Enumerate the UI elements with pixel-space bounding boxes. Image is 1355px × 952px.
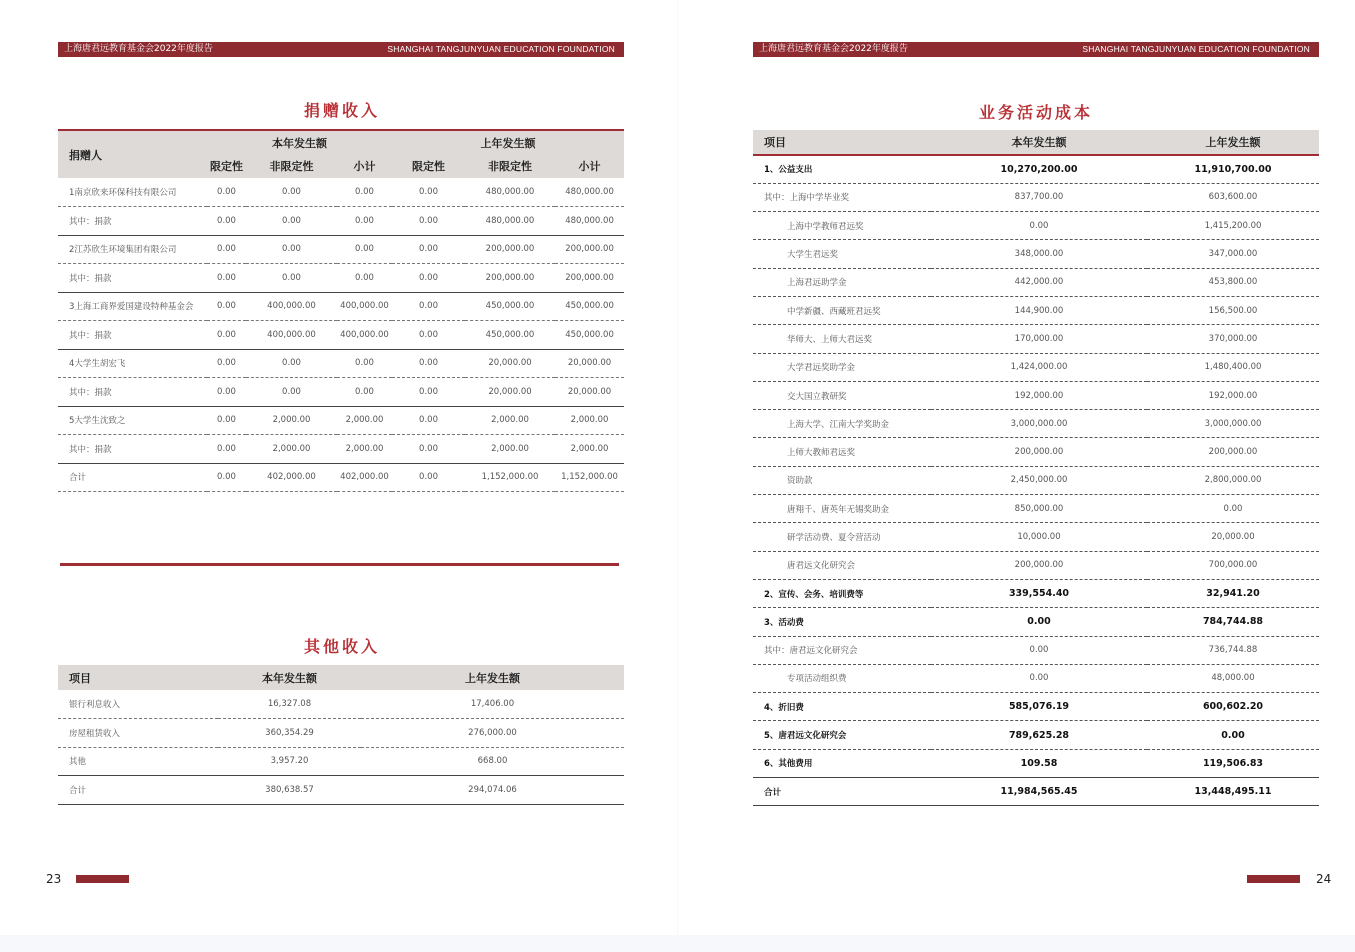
cost-table [753, 130, 1319, 806]
item-name: 其中：唐君远文化研究会 [753, 636, 931, 664]
amount-cell: 400,000.00 [246, 292, 337, 321]
other-income-table-body [58, 690, 624, 804]
left-header-bar [58, 42, 624, 57]
amount-cell: 0.00 [392, 349, 465, 378]
current-amount: 339,554.40 [931, 579, 1147, 607]
amount-cell: 480,000.00 [465, 207, 555, 236]
page-mark-left [76, 875, 129, 883]
current-amount: 0.00 [931, 608, 1147, 636]
amount-cell: 200,000.00 [465, 235, 555, 264]
amount-cell: 480,000.00 [555, 207, 624, 236]
current-amount: 170,000.00 [931, 325, 1147, 353]
table-row [753, 693, 1319, 721]
table-row [753, 183, 1319, 211]
amount-cell: 0.00 [392, 463, 465, 492]
amount-cell: 400,000.00 [337, 292, 392, 321]
previous-amount: 784,744.88 [1147, 608, 1319, 636]
current-amount: 1,424,000.00 [931, 353, 1147, 381]
amount-cell: 480,000.00 [465, 178, 555, 207]
table-row [58, 463, 624, 492]
item-name: 专项活动组织费 [753, 664, 931, 692]
previous-amount: 17,406.00 [361, 690, 624, 719]
table-row [753, 608, 1319, 636]
table-row [753, 438, 1319, 466]
item-name: 其他 [58, 747, 218, 776]
amount-cell: 0.00 [207, 378, 246, 407]
donor-name: 5大学生沈致之 [58, 406, 207, 435]
donor-name: 3上海工商界爱国建设特种基金会 [58, 292, 207, 321]
sub-col-unrestricted: 非限定性 [269, 160, 314, 173]
previous-amount: 192,000.00 [1147, 381, 1319, 409]
amount-cell: 400,000.00 [337, 321, 392, 350]
current-amount: 0.00 [931, 636, 1147, 664]
donor-name: 其中：捐款 [58, 321, 207, 350]
previous-amount: 1,415,200.00 [1147, 212, 1319, 240]
donor-name: 其中：捐款 [58, 264, 207, 293]
amount-cell: 2,000.00 [555, 406, 624, 435]
previous-amount: 156,500.00 [1147, 296, 1319, 324]
amount-cell: 0.00 [207, 406, 246, 435]
amount-cell: 450,000.00 [555, 321, 624, 350]
left-header-cn: 上海唐君远教育基金会2022年度报告 [64, 44, 213, 54]
left-header-en: SHANGHAI TANGJUNYUAN EDUCATION FOUNDATION [387, 44, 615, 54]
right-header-en: SHANGHAI TANGJUNYUAN EDUCATION FOUNDATION [1082, 44, 1310, 54]
donor-col-header: 捐赠人 [69, 148, 102, 162]
table-row [753, 381, 1319, 409]
current-amount: 11,984,565.45 [931, 778, 1147, 806]
section-divider [60, 563, 619, 566]
amount-cell: 0.00 [246, 378, 337, 407]
sub-col-restricted: 限定性 [210, 160, 243, 173]
amount-cell: 2,000.00 [555, 435, 624, 464]
table-row [58, 776, 624, 805]
item-name: 唐翔千、唐英年无锡奖助金 [753, 495, 931, 523]
previous-amount: 603,600.00 [1147, 183, 1319, 211]
amount-cell: 0.00 [337, 349, 392, 378]
amount-cell: 0.00 [207, 292, 246, 321]
table-row [753, 636, 1319, 664]
amount-cell: 0.00 [392, 178, 465, 207]
item-name: 上师大教师君远奖 [753, 438, 931, 466]
item-name: 上海中学教师君远奖 [753, 212, 931, 240]
item-name: 6、其他费用 [753, 749, 931, 777]
amount-cell: 0.00 [207, 463, 246, 492]
item-name: 唐君远文化研究会 [753, 551, 931, 579]
amount-cell: 0.00 [246, 264, 337, 293]
previous-amount: 294,074.06 [361, 776, 624, 805]
page-number-left: 23 [46, 872, 62, 886]
sub-col-subtotal: 小计 [578, 160, 601, 173]
other-col-current: 本年发生额 [262, 671, 317, 685]
amount-cell: 0.00 [207, 207, 246, 236]
amount-cell: 200,000.00 [555, 264, 624, 293]
current-amount: 109.58 [931, 749, 1147, 777]
amount-cell: 402,000.00 [246, 463, 337, 492]
right-header-cn: 上海唐君远教育基金会2022年度报告 [759, 44, 908, 54]
donor-name: 2江苏欣生环境集团有限公司 [58, 235, 207, 264]
donor-name: 其中：捐款 [58, 435, 207, 464]
amount-cell: 20,000.00 [465, 349, 555, 378]
previous-amount: 0.00 [1147, 495, 1319, 523]
previous-amount: 600,602.20 [1147, 693, 1319, 721]
item-name: 2、宣传、会务、培训费等 [753, 579, 931, 607]
current-amount: 16,327.08 [218, 690, 361, 719]
previous-amount: 1,480,400.00 [1147, 353, 1319, 381]
page-mark-right [1247, 875, 1300, 883]
amount-cell: 2,000.00 [337, 406, 392, 435]
current-amount: 200,000.00 [931, 438, 1147, 466]
current-amount: 2,450,000.00 [931, 466, 1147, 494]
previous-amount: 119,506.83 [1147, 749, 1319, 777]
amount-cell: 0.00 [207, 235, 246, 264]
donor-name: 其中：捐款 [58, 207, 207, 236]
previous-amount: 668.00 [361, 747, 624, 776]
amount-cell: 0.00 [392, 292, 465, 321]
current-amount: 380,638.57 [218, 776, 361, 805]
amount-cell: 0.00 [337, 264, 392, 293]
table-row [753, 551, 1319, 579]
sub-col-subtotal: 小计 [353, 160, 376, 173]
cost-col-current: 本年发生额 [931, 130, 1147, 155]
item-name: 中学新疆、西藏班君远奖 [753, 296, 931, 324]
current-amount: 585,076.19 [931, 693, 1147, 721]
amount-cell: 20,000.00 [555, 378, 624, 407]
amount-cell: 0.00 [246, 349, 337, 378]
amount-cell: 0.00 [207, 349, 246, 378]
amount-cell: 0.00 [337, 207, 392, 236]
amount-cell: 0.00 [392, 378, 465, 407]
current-amount: 10,000.00 [931, 523, 1147, 551]
amount-cell: 2,000.00 [465, 406, 555, 435]
current-amount: 3,957.20 [218, 747, 361, 776]
current-amount: 192,000.00 [931, 381, 1147, 409]
table-row [58, 349, 624, 378]
amount-cell: 480,000.00 [555, 178, 624, 207]
table-row [58, 435, 624, 464]
item-name: 资助款 [753, 466, 931, 494]
table-row [58, 235, 624, 264]
item-name: 合计 [58, 776, 218, 805]
previous-amount: 0.00 [1147, 721, 1319, 749]
amount-cell: 0.00 [392, 321, 465, 350]
amount-cell: 200,000.00 [555, 235, 624, 264]
amount-cell: 1,152,000.00 [465, 463, 555, 492]
amount-cell: 450,000.00 [555, 292, 624, 321]
item-name: 1、公益支出 [753, 155, 931, 183]
donor-name: 1南京欣来环保科技有限公司 [58, 178, 207, 207]
previous-amount: 20,000.00 [1147, 523, 1319, 551]
amount-cell: 402,000.00 [337, 463, 392, 492]
amount-cell: 20,000.00 [555, 349, 624, 378]
table-row [753, 325, 1319, 353]
table-row [753, 410, 1319, 438]
item-name: 5、唐君远文化研究会 [753, 721, 931, 749]
donation-table [58, 129, 624, 492]
current-amount: 442,000.00 [931, 268, 1147, 296]
donation-title: 捐赠收入 [303, 101, 380, 120]
previous-amount: 48,000.00 [1147, 664, 1319, 692]
previous-amount: 453,800.00 [1147, 268, 1319, 296]
table-row [753, 495, 1319, 523]
amount-cell: 0.00 [246, 235, 337, 264]
previous-amount: 3,000,000.00 [1147, 410, 1319, 438]
previous-amount: 370,000.00 [1147, 325, 1319, 353]
table-row [753, 353, 1319, 381]
amount-cell: 0.00 [392, 406, 465, 435]
current-amount: 850,000.00 [931, 495, 1147, 523]
item-name: 研学活动费、夏令营活动 [753, 523, 931, 551]
item-name: 大学生君远奖 [753, 240, 931, 268]
donor-name: 4大学生胡宏飞 [58, 349, 207, 378]
previous-year-group-header: 上年发生额 [480, 136, 536, 150]
item-name: 3、活动费 [753, 608, 931, 636]
table-row [753, 466, 1319, 494]
table-row [753, 778, 1319, 806]
cost-table-body [753, 155, 1319, 806]
amount-cell: 0.00 [207, 264, 246, 293]
other-income-title: 其他收入 [303, 637, 380, 656]
amount-cell: 0.00 [337, 378, 392, 407]
current-amount: 3,000,000.00 [931, 410, 1147, 438]
sub-col-restricted: 限定性 [412, 160, 446, 173]
donor-name: 合计 [58, 463, 207, 492]
right-header-bar [753, 42, 1319, 57]
table-row [58, 690, 624, 719]
amount-cell: 450,000.00 [465, 321, 555, 350]
amount-cell: 0.00 [246, 207, 337, 236]
current-amount: 144,900.00 [931, 296, 1147, 324]
amount-cell: 1,152,000.00 [555, 463, 624, 492]
current-amount: 0.00 [931, 664, 1147, 692]
table-row [58, 264, 624, 293]
amount-cell: 2,000.00 [246, 406, 337, 435]
current-amount: 789,625.28 [931, 721, 1147, 749]
donor-name: 其中：捐款 [58, 378, 207, 407]
table-row [753, 155, 1319, 183]
cost-title: 业务活动成本 [978, 103, 1093, 122]
item-name: 交大国立教研奖 [753, 381, 931, 409]
amount-cell: 200,000.00 [465, 264, 555, 293]
table-row [753, 721, 1319, 749]
current-amount: 348,000.00 [931, 240, 1147, 268]
amount-cell: 0.00 [392, 264, 465, 293]
amount-cell: 2,000.00 [337, 435, 392, 464]
amount-cell: 0.00 [337, 178, 392, 207]
table-row [58, 719, 624, 748]
amount-cell: 0.00 [207, 321, 246, 350]
other-col-item: 项目 [69, 671, 91, 685]
previous-amount: 736,744.88 [1147, 636, 1319, 664]
table-row [58, 207, 624, 236]
other-col-previous: 上年发生额 [465, 671, 520, 685]
table-row [58, 378, 624, 407]
amount-cell: 400,000.00 [246, 321, 337, 350]
cost-col-item: 项目 [753, 130, 931, 155]
current-amount: 360,354.29 [218, 719, 361, 748]
table-row [58, 406, 624, 435]
amount-cell: 20,000.00 [465, 378, 555, 407]
cost-col-previous: 上年发生额 [1147, 130, 1319, 155]
table-row [753, 212, 1319, 240]
previous-amount: 276,000.00 [361, 719, 624, 748]
item-name: 4、折旧费 [753, 693, 931, 721]
table-row [753, 579, 1319, 607]
item-name: 上海大学、江南大学奖助金 [753, 410, 931, 438]
donation-table-body [58, 178, 624, 492]
table-row [753, 240, 1319, 268]
item-name: 华师大、上师大君远奖 [753, 325, 931, 353]
item-name: 房屋租赁收入 [58, 719, 218, 748]
previous-amount: 13,448,495.11 [1147, 778, 1319, 806]
left-page [0, 0, 677, 935]
amount-cell: 0.00 [207, 178, 246, 207]
amount-cell: 2,000.00 [465, 435, 555, 464]
current-amount: 200,000.00 [931, 551, 1147, 579]
table-row [753, 664, 1319, 692]
table-row [58, 321, 624, 350]
other-income-table [58, 665, 624, 805]
table-row [58, 292, 624, 321]
current-amount: 0.00 [931, 212, 1147, 240]
amount-cell: 0.00 [392, 207, 465, 236]
item-name: 上海君远助学金 [753, 268, 931, 296]
previous-amount: 2,800,000.00 [1147, 466, 1319, 494]
right-page [678, 0, 1355, 935]
previous-amount: 347,000.00 [1147, 240, 1319, 268]
sub-col-unrestricted: 非限定性 [488, 160, 533, 173]
amount-cell: 2,000.00 [246, 435, 337, 464]
item-name: 其中：上海中学毕业奖 [753, 183, 931, 211]
table-row [58, 178, 624, 207]
current-amount: 837,700.00 [931, 183, 1147, 211]
previous-amount: 200,000.00 [1147, 438, 1319, 466]
previous-amount: 11,910,700.00 [1147, 155, 1319, 183]
previous-amount: 32,941.20 [1147, 579, 1319, 607]
table-row [753, 296, 1319, 324]
amount-cell: 0.00 [337, 235, 392, 264]
item-name: 合计 [753, 778, 931, 806]
amount-cell: 0.00 [207, 435, 246, 464]
page-number-right: 24 [1316, 872, 1332, 886]
table-row [58, 747, 624, 776]
table-row [753, 523, 1319, 551]
item-name: 银行利息收入 [58, 690, 218, 719]
amount-cell: 0.00 [392, 235, 465, 264]
amount-cell: 0.00 [246, 178, 337, 207]
current-amount: 10,270,200.00 [931, 155, 1147, 183]
previous-amount: 700,000.00 [1147, 551, 1319, 579]
amount-cell: 450,000.00 [465, 292, 555, 321]
amount-cell: 0.00 [392, 435, 465, 464]
table-row [753, 749, 1319, 777]
current-year-group-header: 本年发生额 [272, 136, 327, 150]
item-name: 大学君远奖助学金 [753, 353, 931, 381]
table-row [753, 268, 1319, 296]
